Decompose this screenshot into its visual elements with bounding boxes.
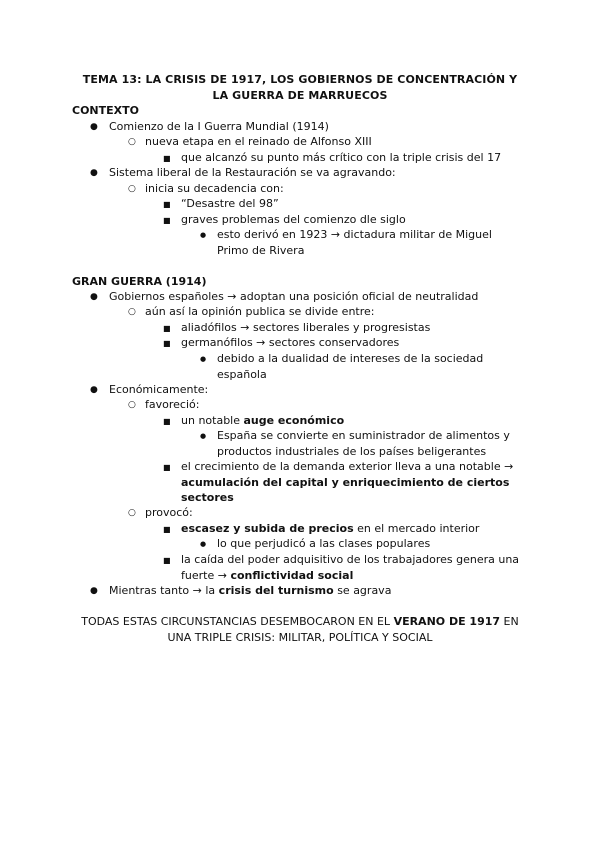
bullet-circle-icon: ○ bbox=[128, 184, 136, 194]
bullet-disc-icon: ● bbox=[200, 355, 207, 363]
list-item-continuation: fuerte → conflictividad social bbox=[181, 569, 354, 582]
list-item: provocó: bbox=[145, 506, 193, 519]
list-item: lo que perjudicó a las clases populares bbox=[217, 537, 431, 550]
list-item: nueva etapa en el reinado de Alfonso XIII bbox=[145, 135, 372, 148]
bullet-square-icon: ■ bbox=[163, 339, 171, 348]
bullet-circle-icon: ○ bbox=[128, 307, 136, 317]
bullet-square-icon: ■ bbox=[163, 463, 171, 472]
bullet-square-icon: ■ bbox=[163, 417, 171, 426]
bullet-disc-icon: ● bbox=[90, 292, 98, 302]
list-item-continuation: acumulación del capital y enriquecimiento de ciertos bbox=[181, 476, 510, 489]
bullet-disc-icon: ● bbox=[200, 432, 207, 440]
list-item: la caída del poder adquisitivo de los trabajadores genera una bbox=[181, 553, 520, 566]
list-item-continuation: Primo de Rivera bbox=[217, 244, 305, 257]
bullet-square-icon: ■ bbox=[163, 525, 171, 534]
bullet-circle-icon: ○ bbox=[128, 400, 136, 410]
list-item: Gobiernos españoles → adoptan una posición oficial de neutralidad bbox=[109, 290, 479, 303]
list-item: favoreció: bbox=[145, 398, 200, 411]
bullet-square-icon: ■ bbox=[163, 216, 171, 225]
list-item-continuation: española bbox=[217, 368, 267, 381]
list-item: debido a la dualidad de intereses de la sociedad bbox=[217, 352, 484, 365]
list-item: Comienzo de la I Guerra Mundial (1914) bbox=[109, 120, 329, 133]
list-item: Económicamente: bbox=[109, 383, 209, 396]
closing-line-2: UNA TRIPLE CRISIS: MILITAR, POLÍTICA Y SOCIAL bbox=[167, 631, 433, 644]
list-item: Mientras tanto → la crisis del turnismo se agrava bbox=[109, 584, 392, 597]
list-item: aún así la opinión publica se divide entre: bbox=[145, 305, 375, 318]
bullet-square-icon: ■ bbox=[163, 556, 171, 565]
bullet-disc-icon: ● bbox=[90, 385, 98, 395]
list-item: germanófilos → sectores conservadores bbox=[181, 336, 400, 349]
list-item-continuation: sectores bbox=[181, 491, 234, 504]
list-item: aliadófilos → sectores liberales y progresistas bbox=[181, 321, 431, 334]
list-item: que alcanzó su punto más crítico con la triple crisis del 17 bbox=[181, 151, 502, 164]
list-item: Sistema liberal de la Restauración se va agravando: bbox=[109, 166, 396, 179]
list-item: graves problemas del comienzo dle siglo bbox=[181, 213, 406, 226]
list-item: “Desastre del 98” bbox=[181, 197, 279, 210]
bullet-square-icon: ■ bbox=[163, 324, 171, 333]
closing-line-1: TODAS ESTAS CIRCUNSTANCIAS DESEMBOCARON EN EL VERANO DE 1917 EN bbox=[81, 615, 519, 628]
document-title bbox=[70, 72, 530, 104]
closing-paragraph bbox=[62, 614, 538, 646]
section-heading-gran-guerra: GRAN GUERRA (1914) bbox=[72, 275, 207, 288]
list-item: esto derivó en 1923 → dictadura militar de Miguel bbox=[217, 228, 492, 241]
title-line-2: LA GUERRA DE MARRUECOS bbox=[212, 89, 388, 102]
bullet-disc-icon: ● bbox=[90, 586, 98, 596]
bullet-disc-icon: ● bbox=[200, 540, 207, 548]
list-item: España se convierte en suministrador de alimentos y bbox=[217, 429, 510, 442]
title-line-1: TEMA 13: LA CRISIS DE 1917, LOS GOBIERNOS DE CONCENTRACIÓN Y bbox=[82, 73, 518, 86]
bullet-disc-icon: ● bbox=[90, 168, 98, 178]
bullet-disc-icon: ● bbox=[90, 122, 98, 132]
list-item: un notable auge económico bbox=[181, 414, 345, 427]
bullet-square-icon: ■ bbox=[163, 154, 171, 163]
list-item-continuation: productos industriales de los países beligerantes bbox=[217, 445, 487, 458]
list-item: el crecimiento de la demanda exterior lleva a una notable → bbox=[181, 460, 514, 473]
bullet-square-icon: ■ bbox=[163, 200, 171, 209]
list-item: escasez y subida de precios en el mercado interior bbox=[181, 522, 480, 535]
list-item: inicia su decadencia con: bbox=[145, 182, 284, 195]
bullet-circle-icon: ○ bbox=[128, 137, 136, 147]
bullet-disc-icon: ● bbox=[200, 231, 207, 239]
section-heading-contexto: CONTEXTO bbox=[72, 104, 139, 117]
bullet-circle-icon: ○ bbox=[128, 508, 136, 518]
